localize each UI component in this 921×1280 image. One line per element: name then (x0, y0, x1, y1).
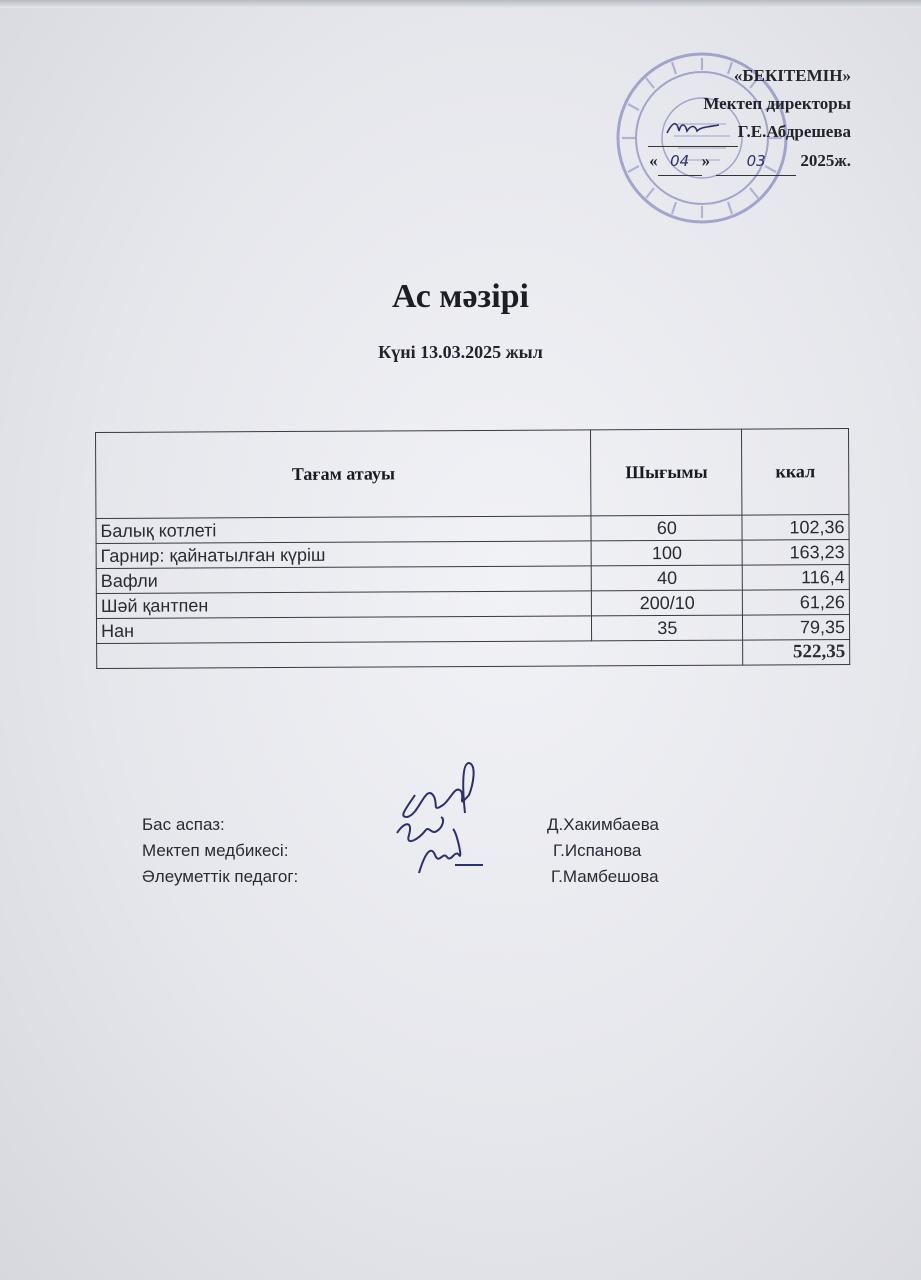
signature-name: Г.Мамбешова (551, 867, 659, 886)
director-position: Мектеп директоры (703, 94, 851, 113)
approval-heading: «БЕКІТЕМІН» (733, 66, 851, 85)
approval-block (551, 62, 851, 176)
dish-output: 200/10 (592, 590, 743, 616)
header-dish-name: Тағам атауы (96, 430, 592, 519)
dish-kcal: 61,26 (743, 590, 850, 616)
dish-output: 40 (592, 565, 743, 591)
signatures-block (142, 812, 702, 890)
dish-output: 60 (591, 515, 742, 541)
dish-name: Гарнир: қайнатылған күріш (96, 541, 592, 569)
dish-name: Шәй қантпен (96, 591, 592, 619)
menu-date: Күні 13.03.2025 жыл (378, 342, 543, 362)
director-signature-blank (648, 118, 738, 147)
dish-kcal: 102,36 (742, 515, 849, 541)
approval-date-line (551, 147, 851, 176)
signature-row (142, 812, 702, 838)
signature-name: Д.Хакимбаева (547, 815, 660, 834)
signature-name: Г.Испанова (553, 841, 642, 860)
director-name: Г.Е.Абдрешева (737, 122, 851, 141)
dish-name: Балық котлеті (96, 516, 592, 544)
header-kcal: ккал (742, 429, 849, 516)
director-signature-icon (663, 119, 723, 137)
dish-name: Вафли (96, 566, 592, 594)
approval-month: 03 (716, 147, 796, 176)
total-kcal: 522,35 (743, 640, 850, 666)
table-header-row (96, 429, 849, 519)
dish-name: Нан (96, 616, 592, 644)
menu-table (95, 428, 850, 669)
signature-role: Әлеуметтік педагог: (142, 867, 299, 886)
dish-kcal: 79,35 (743, 615, 850, 641)
director-signature-line (551, 118, 851, 147)
approval-day: 04 (658, 147, 702, 176)
page-title: Ас мәзірі (391, 278, 529, 315)
dish-kcal: 116,4 (742, 565, 849, 591)
approval-year: 2025ж. (800, 151, 851, 170)
total-label-cell (97, 640, 743, 668)
page-top-edge (0, 0, 921, 8)
date-close-quote: » (701, 151, 711, 170)
signature-row (142, 864, 702, 890)
signature-role: Мектеп медбикесі: (142, 841, 289, 860)
dish-output: 35 (592, 615, 743, 641)
table-total-row (97, 640, 850, 669)
dish-output: 100 (591, 540, 742, 566)
signature-row (142, 838, 702, 864)
header-output: Шығымы (591, 429, 742, 516)
dish-kcal: 163,23 (742, 540, 849, 566)
signature-role: Бас аспаз: (142, 815, 225, 834)
date-open-quote: « (649, 151, 658, 170)
